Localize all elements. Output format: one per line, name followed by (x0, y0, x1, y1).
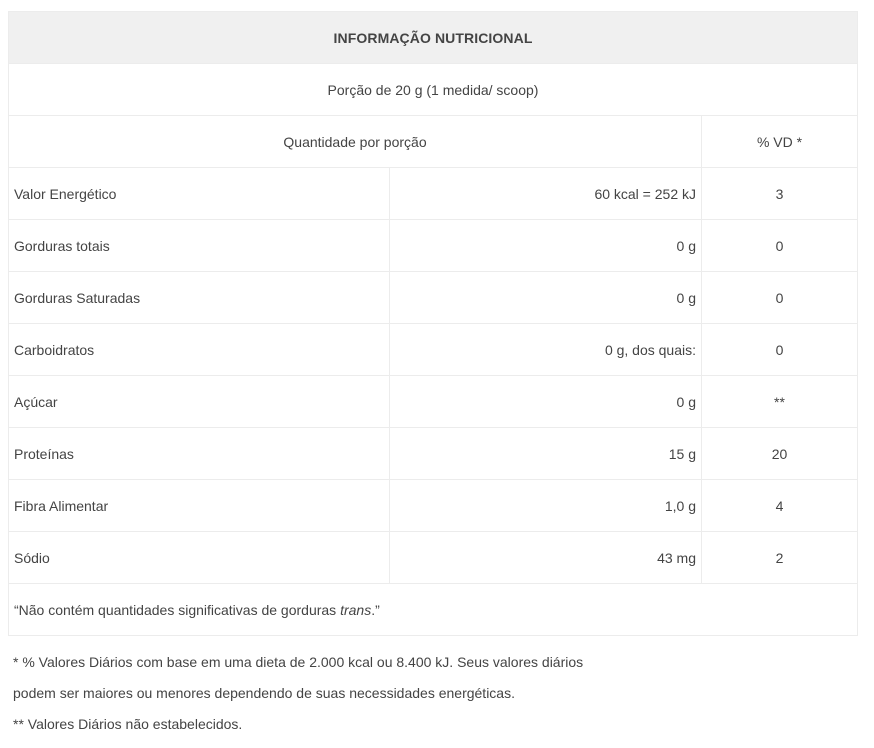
nutrient-name: Sódio (9, 532, 390, 584)
footnotes (13, 649, 853, 742)
table-row (9, 480, 858, 532)
trans-note-row (9, 584, 858, 636)
trans-note-italic-word: trans (340, 601, 372, 618)
nutrient-name: Gorduras Saturadas (9, 272, 390, 324)
nutrient-amount: 0 g (390, 376, 702, 428)
portion-size: Porção de 20 g (1 medida/ scoop) (9, 64, 858, 116)
vd-header: % VD * (702, 116, 858, 168)
nutrient-amount: 0 g (390, 220, 702, 272)
nutrient-amount: 0 g, dos quais: (390, 324, 702, 376)
nutrient-name: Açúcar (9, 376, 390, 428)
nutrient-vd: 2 (702, 532, 858, 584)
nutrient-vd: 0 (702, 272, 858, 324)
footnote-daily-values-line-1: * % Valores Diários com base em uma dieta de 2.000 kcal ou 8.400 kJ. Seus valores diários (13, 654, 584, 670)
table-row (9, 428, 858, 480)
table-row (9, 272, 858, 324)
title-row (9, 12, 858, 64)
nutrition-table (8, 11, 858, 636)
nutrient-vd: 0 (702, 324, 858, 376)
table-row (9, 324, 858, 376)
table-title: INFORMAÇÃO NUTRICIONAL (9, 12, 858, 64)
table-row (9, 168, 858, 220)
trans-note-prefix: “Não contém quantidades significativas de gorduras (14, 601, 341, 618)
footnote-daily-values-line-2: podem ser maiores ou menores dependendo de suas necessidades energéticas. (13, 685, 515, 701)
nutrient-amount: 0 g (390, 272, 702, 324)
nutrient-amount: 60 kcal = 252 kJ (390, 168, 702, 220)
table-row (9, 532, 858, 584)
nutrient-vd: 20 (702, 428, 858, 480)
nutrient-vd: ** (702, 376, 858, 428)
header-row (9, 116, 858, 168)
nutrient-vd: 4 (702, 480, 858, 532)
quantity-header: Quantidade por porção (9, 116, 702, 168)
portion-row (9, 64, 858, 116)
nutrient-name: Carboidratos (9, 324, 390, 376)
nutrient-amount: 43 mg (390, 532, 702, 584)
nutrient-name: Fibra Alimentar (9, 480, 390, 532)
table-row (9, 220, 858, 272)
nutrient-vd: 0 (702, 220, 858, 272)
nutrient-name: Valor Energético (9, 168, 390, 220)
nutrient-name: Gorduras totais (9, 220, 390, 272)
nutrient-amount: 1,0 g (390, 480, 702, 532)
nutrient-vd: 3 (702, 168, 858, 220)
trans-note-suffix: .” (371, 601, 380, 618)
trans-fat-note (9, 584, 858, 636)
footnote-not-established: ** Valores Diários não estabelecidos. (13, 716, 243, 732)
nutrient-name: Proteínas (9, 428, 390, 480)
nutrient-amount: 15 g (390, 428, 702, 480)
table-row (9, 376, 858, 428)
